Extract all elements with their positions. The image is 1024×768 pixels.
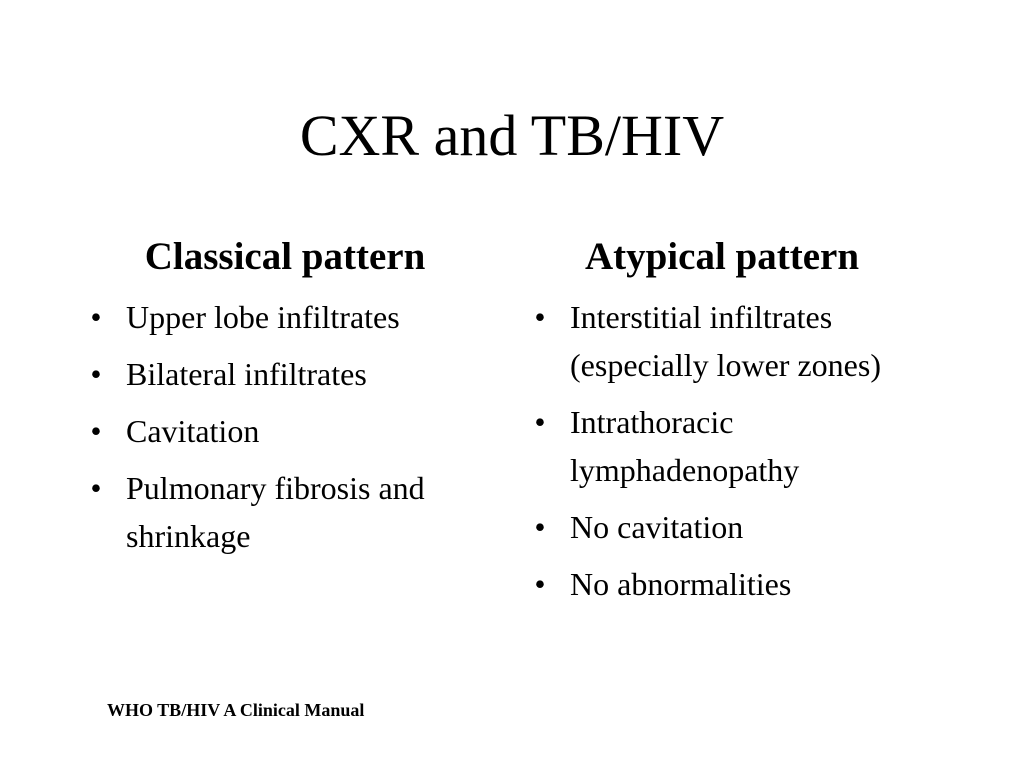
classical-pattern-list — [86, 293, 486, 560]
list-item-text: Interstitial infiltrates (especially lower zones) — [570, 299, 881, 383]
list-item-text: Cavitation — [126, 413, 260, 449]
bullet-icon: • — [90, 470, 102, 506]
bullet-icon: • — [90, 356, 102, 392]
bullet-icon: • — [534, 404, 546, 440]
list-item-text: Pulmonary fibrosis and shrinkage — [126, 470, 425, 554]
bullet-icon: • — [534, 509, 546, 545]
bullet-icon: • — [534, 566, 546, 602]
bullet-icon: • — [534, 299, 546, 335]
list-item — [86, 407, 486, 455]
atypical-pattern-column — [530, 232, 930, 617]
atypical-pattern-list — [530, 293, 930, 608]
list-item — [530, 503, 930, 551]
list-item — [530, 398, 930, 494]
slide-title: CXR and TB/HIV — [299, 103, 725, 168]
list-item-text: Intrathoracic lymphadenopathy — [570, 404, 800, 488]
atypical-pattern-heading: Atypical pattern — [584, 235, 860, 278]
bullet-icon: • — [90, 299, 102, 335]
list-item-text: Bilateral infiltrates — [126, 356, 367, 392]
list-item-text: No cavitation — [570, 509, 744, 545]
list-item-text: No abnormalities — [570, 566, 792, 602]
list-item — [530, 293, 930, 389]
bullet-icon: • — [90, 413, 102, 449]
list-item — [86, 464, 486, 560]
classical-pattern-heading: Classical pattern — [144, 235, 426, 278]
list-item-text: Upper lobe infiltrates — [126, 299, 400, 335]
list-item — [530, 560, 930, 608]
classical-pattern-column — [86, 232, 486, 569]
footer-source: WHO TB/HIV A Clinical Manual — [107, 700, 365, 720]
list-item — [86, 293, 486, 341]
list-item — [86, 350, 486, 398]
